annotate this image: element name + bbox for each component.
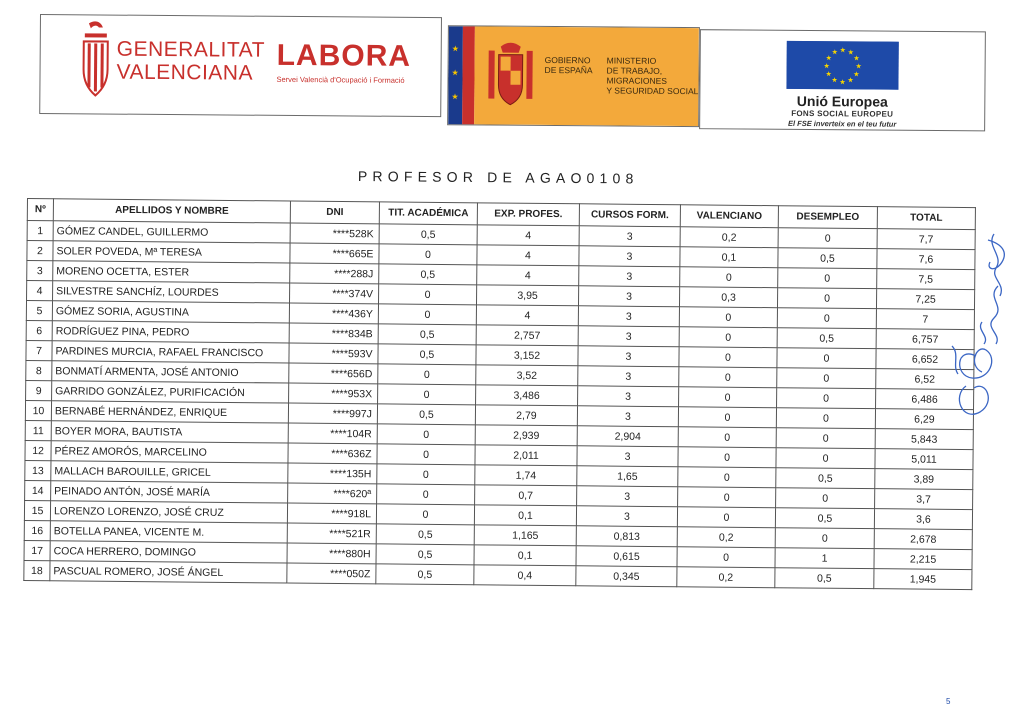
total-cell: 5,843	[875, 429, 973, 450]
desempleo-cell: 0	[775, 528, 874, 549]
column-header: EXP. PROFES.	[477, 203, 579, 226]
cursos-form-cell: 3	[579, 266, 680, 287]
eu-star-icon: ★	[855, 63, 862, 71]
tit-academica-cell: 0	[377, 484, 475, 505]
desempleo-cell: 0	[776, 488, 875, 509]
total-cell: 6,29	[875, 409, 973, 430]
tit-academica-cell: 0,5	[376, 544, 474, 565]
star-icon: ★	[451, 92, 459, 102]
desempleo-cell: 0,5	[777, 328, 876, 349]
generalitat-emblem-icon	[80, 19, 111, 101]
tit-academica-cell: 0	[376, 504, 474, 525]
dni-cell: ****918L	[287, 503, 376, 524]
tit-academica-cell: 0	[377, 424, 475, 445]
total-cell: 6,52	[876, 369, 974, 390]
tit-academica-cell: 0	[377, 464, 475, 485]
row-number-cell: 17	[24, 540, 50, 560]
exp-profes-cell: 0,7	[475, 485, 577, 506]
cursos-form-cell: 1,65	[577, 466, 678, 487]
eu-star-icon: ★	[825, 55, 832, 63]
valenciano-cell: 0	[678, 407, 776, 428]
dni-cell: ****636Z	[288, 443, 377, 464]
column-header: Nº	[27, 199, 53, 221]
total-cell: 5,011	[875, 449, 973, 470]
dni-cell: ****050Z	[287, 563, 376, 584]
ue-motto: El FSE inverteix en el teu futur	[787, 118, 897, 129]
exp-profes-cell: 2,939	[475, 425, 577, 446]
total-cell: 3,89	[875, 469, 973, 490]
total-cell: 6,486	[876, 389, 974, 410]
desempleo-cell: 0	[776, 408, 875, 429]
total-cell: 6,757	[876, 329, 974, 350]
valenciano-cell: 0,3	[679, 287, 777, 308]
candidate-name-cell: SILVESTRE SANCHÍZ, LOURDES	[53, 281, 290, 303]
valenciano-cell: 0	[677, 547, 775, 568]
cursos-form-cell: 0,345	[576, 566, 677, 587]
desempleo-cell: 1	[775, 548, 874, 569]
logo-banner	[39, 14, 986, 133]
cursos-form-cell: 0,615	[576, 546, 677, 567]
total-cell: 6,652	[876, 349, 974, 370]
dni-cell: ****880H	[287, 543, 376, 564]
tit-academica-cell: 0	[377, 444, 475, 465]
candidate-name-cell: PEINADO ANTÓN, JOSÉ MARÍA	[51, 481, 288, 503]
row-number-cell: 6	[26, 320, 52, 340]
desempleo-cell: 0	[776, 428, 875, 449]
tit-academica-cell: 0,5	[377, 404, 475, 425]
valenciano-cell: 0,2	[680, 227, 778, 248]
row-number-cell: 15	[24, 500, 50, 520]
desempleo-cell: 0	[777, 368, 876, 389]
cursos-form-cell: 3	[578, 326, 679, 347]
candidate-name-cell: PARDINES MURCIA, RAFAEL FRANCISCO	[52, 341, 289, 363]
tit-academica-cell: 0,5	[378, 324, 476, 345]
tit-academica-cell: 0	[379, 244, 477, 265]
exp-profes-cell: 4	[476, 305, 578, 326]
exp-profes-cell: 4	[477, 265, 579, 286]
ministry-line1: MINISTERIO	[606, 55, 657, 66]
labora-subtitle: Servei Valencià d'Ocupació i Formació	[276, 74, 405, 85]
row-number-cell: 3	[27, 261, 53, 281]
total-cell: 7,6	[877, 249, 975, 270]
column-header: APELLIDOS Y NOMBRE	[53, 199, 290, 223]
ministry-line2: DE TRABAJO, MIGRACIONES	[606, 65, 667, 86]
eu-star-icon: ★	[847, 77, 854, 85]
column-header: TOTAL	[877, 207, 975, 230]
exp-profes-cell: 3,486	[476, 385, 578, 406]
dni-cell: ****834B	[289, 323, 378, 344]
candidate-name-cell: PÉREZ AMORÓS, MARCELINO	[51, 441, 288, 463]
eu-star-icon: ★	[831, 77, 838, 85]
gobierno-line1: GOBIERNO	[544, 54, 591, 66]
cursos-form-cell: 3	[578, 346, 679, 367]
dni-cell: ****374V	[290, 283, 379, 304]
total-cell: 7,7	[877, 229, 975, 250]
cursos-form-cell: 3	[578, 366, 679, 387]
desempleo-cell: 0,5	[775, 508, 874, 529]
exp-profes-cell: 0,1	[474, 505, 576, 526]
candidate-name-cell: COCA HERRERO, DOMINGO	[50, 541, 287, 563]
row-number-cell: 12	[25, 440, 51, 460]
gobierno-text	[545, 55, 593, 75]
valenciano-cell: 0	[678, 487, 776, 508]
total-cell: 2,678	[874, 529, 972, 550]
ministry-line3: Y SEGURIDAD SOCIAL	[606, 85, 699, 97]
total-cell: 2,215	[874, 549, 972, 570]
exp-profes-cell: 3,152	[476, 345, 578, 366]
eu-star-icon: ★	[853, 71, 860, 79]
candidate-name-cell: LORENZO LORENZO, JOSÉ CRUZ	[50, 501, 287, 523]
row-number-cell: 7	[26, 340, 52, 360]
eu-stripe	[448, 26, 463, 124]
exp-profes-cell: 3,95	[476, 285, 578, 306]
cursos-form-cell: 3	[579, 226, 680, 247]
ue-subtitle: FONS SOCIAL EUROPEU	[791, 108, 894, 119]
exp-profes-cell: 0,1	[474, 545, 576, 566]
row-number-cell: 13	[25, 460, 51, 480]
desempleo-cell: 0,5	[778, 248, 877, 269]
tit-academica-cell: 0,5	[378, 344, 476, 365]
dni-cell: ****656D	[289, 363, 378, 384]
cursos-form-cell: 3	[576, 506, 677, 527]
dni-cell: ****104R	[288, 423, 377, 444]
eu-star-icon: ★	[839, 47, 846, 55]
tit-academica-cell: 0,5	[379, 264, 477, 285]
generalitat-wordmark	[116, 38, 265, 85]
tit-academica-cell: 0	[378, 284, 476, 305]
dni-cell: ****665E	[290, 243, 379, 264]
desempleo-cell: 0	[778, 268, 877, 289]
valenciano-cell: 0	[679, 367, 777, 388]
dni-cell: ****135H	[288, 463, 377, 484]
exp-profes-cell: 2,011	[475, 445, 577, 466]
cursos-form-cell: 0,813	[576, 526, 677, 547]
tit-academica-cell: 0	[378, 384, 476, 405]
exp-profes-cell: 2,757	[476, 325, 578, 346]
candidate-name-cell: GARRIDO GONZÁLEZ, PURIFICACIÓN	[52, 381, 289, 403]
tit-academica-cell: 0,5	[376, 564, 474, 585]
cursos-form-cell: 3	[578, 306, 679, 327]
cursos-form-cell: 3	[577, 446, 678, 467]
dni-cell: ****288J	[290, 263, 379, 284]
exp-profes-cell: 0,4	[474, 565, 576, 586]
valenciano-cell: 0,2	[677, 567, 775, 588]
column-header: CURSOS FORM.	[579, 204, 680, 227]
total-cell: 1,945	[874, 569, 972, 590]
candidates-table	[23, 198, 976, 590]
desempleo-cell: 0	[777, 308, 876, 329]
dni-cell: ****528K	[290, 223, 379, 244]
cursos-form-cell: 3	[577, 406, 678, 427]
eu-star-icon: ★	[831, 49, 838, 57]
generalitat-line2: VALENCIANA	[116, 60, 254, 85]
valenciano-cell: 0	[678, 427, 776, 448]
valenciano-cell: 0	[680, 267, 778, 288]
exp-profes-cell: 2,79	[475, 405, 577, 426]
exp-profes-cell: 1,74	[475, 465, 577, 486]
dni-cell: ****436Y	[289, 303, 378, 324]
valenciano-cell: 0,1	[680, 247, 778, 268]
valenciano-cell: 0	[679, 327, 777, 348]
row-number-cell: 4	[27, 281, 53, 301]
candidate-name-cell: MORENO OCETTA, ESTER	[53, 261, 290, 283]
cursos-form-cell: 2,904	[577, 426, 678, 447]
candidate-name-cell: BOYER MORA, BAUTISTA	[51, 421, 288, 443]
dni-cell: ****997J	[288, 403, 377, 424]
exp-profes-cell: 3,52	[476, 365, 578, 386]
row-number-cell: 8	[26, 360, 52, 380]
candidate-name-cell: PASCUAL ROMERO, JOSÉ ÁNGEL	[50, 561, 287, 583]
spain-coat-of-arms-icon	[486, 41, 535, 111]
valenciano-cell: 0	[678, 447, 776, 468]
ministerio-text	[606, 55, 698, 96]
desempleo-cell: 0,5	[775, 568, 874, 589]
total-cell: 7	[876, 309, 974, 330]
row-number-cell: 1	[27, 221, 53, 241]
handwritten-signature	[946, 226, 1016, 426]
column-header: VALENCIANO	[680, 205, 778, 228]
total-cell: 3,7	[875, 489, 973, 510]
row-number-cell: 9	[26, 380, 52, 400]
candidate-name-cell: GÓMEZ CANDEL, GUILLERMO	[53, 221, 290, 243]
tit-academica-cell: 0,5	[376, 524, 474, 545]
spain-flag-red-stripe	[462, 26, 475, 124]
desempleo-cell: 0	[777, 388, 876, 409]
candidate-name-cell: BOTELLA PANEA, VICENTE M.	[50, 521, 287, 543]
cursos-form-cell: 3	[578, 386, 679, 407]
cursos-form-cell: 3	[579, 246, 680, 267]
exp-profes-cell: 4	[477, 245, 579, 266]
row-number-cell: 5	[26, 301, 52, 321]
eu-star-icon: ★	[825, 71, 832, 79]
eu-star-icon: ★	[853, 55, 860, 63]
exp-profes-cell: 4	[477, 225, 579, 246]
dni-cell: ****521R	[287, 523, 376, 544]
cursos-form-cell: 3	[578, 286, 679, 307]
eu-star-icon: ★	[847, 49, 854, 57]
row-number-cell: 2	[27, 241, 53, 261]
generalitat-line1: GENERALITAT	[116, 37, 266, 62]
row-number-cell: 11	[25, 420, 51, 440]
dni-cell: ****593V	[289, 343, 378, 364]
row-number-cell: 14	[25, 480, 51, 500]
candidate-name-cell: BERNABÉ HERNÁNDEZ, ENRIQUE	[51, 401, 288, 423]
labora-title: LABORA	[276, 38, 412, 73]
candidate-name-cell: RODRÍGUEZ PINA, PEDRO	[52, 321, 289, 343]
tit-academica-cell: 0,5	[379, 224, 477, 245]
exp-profes-cell: 1,165	[474, 525, 576, 546]
page-number: 5	[946, 697, 951, 706]
column-header: TIT. ACADÉMICA	[379, 202, 477, 225]
eu-flag-icon	[786, 41, 898, 90]
union-europea-logo-box	[699, 29, 986, 131]
star-icon: ★	[451, 68, 459, 78]
ue-title: Unió Europea	[796, 92, 888, 110]
valenciano-cell: 0	[677, 507, 775, 528]
row-number-cell: 18	[24, 560, 50, 580]
column-header: DNI	[290, 201, 379, 224]
gobierno-espana-logo-box	[447, 25, 700, 127]
desempleo-cell: 0	[778, 228, 877, 249]
total-cell: 3,6	[874, 509, 972, 530]
row-number-cell: 10	[25, 400, 51, 420]
tit-academica-cell: 0	[378, 304, 476, 325]
total-cell: 7,25	[876, 289, 974, 310]
desempleo-cell: 0,5	[776, 468, 875, 489]
candidate-name-cell: BONMATÍ ARMENTA, JOSÉ ANTONIO	[52, 361, 289, 383]
column-header: DESEMPLEO	[778, 206, 877, 229]
cursos-form-cell: 3	[577, 486, 678, 507]
valenciano-cell: 0	[679, 307, 777, 328]
total-cell: 7,5	[877, 269, 975, 290]
tit-academica-cell: 0	[378, 364, 476, 385]
valenciano-cell: 0	[679, 347, 777, 368]
table-body	[24, 221, 975, 590]
dni-cell: ****953X	[289, 383, 378, 404]
page-title: PROFESOR DE AGAO0108	[357, 168, 639, 187]
gobierno-line2: DE ESPAÑA	[544, 64, 593, 76]
desempleo-cell: 0	[777, 288, 876, 309]
candidate-name-cell: SOLER POVEDA, Mª TERESA	[53, 241, 290, 263]
valenciano-cell: 0	[678, 467, 776, 488]
desempleo-cell: 0	[777, 348, 876, 369]
valenciano-cell: 0,2	[677, 527, 775, 548]
eu-star-icon: ★	[839, 79, 846, 87]
desempleo-cell: 0	[776, 448, 875, 469]
valenciano-cell: 0	[679, 387, 777, 408]
candidate-name-cell: MALLACH BAROUILLE, GRICEL	[51, 461, 288, 483]
dni-cell: ****620ª	[288, 483, 377, 504]
candidate-name-cell: GÓMEZ SORIA, AGUSTINA	[52, 301, 289, 323]
generalitat-labora-logo-box	[39, 14, 442, 117]
row-number-cell: 16	[24, 520, 50, 540]
eu-star-icon: ★	[823, 63, 830, 71]
star-icon: ★	[451, 44, 459, 54]
candidates-table-wrapper	[23, 198, 976, 590]
